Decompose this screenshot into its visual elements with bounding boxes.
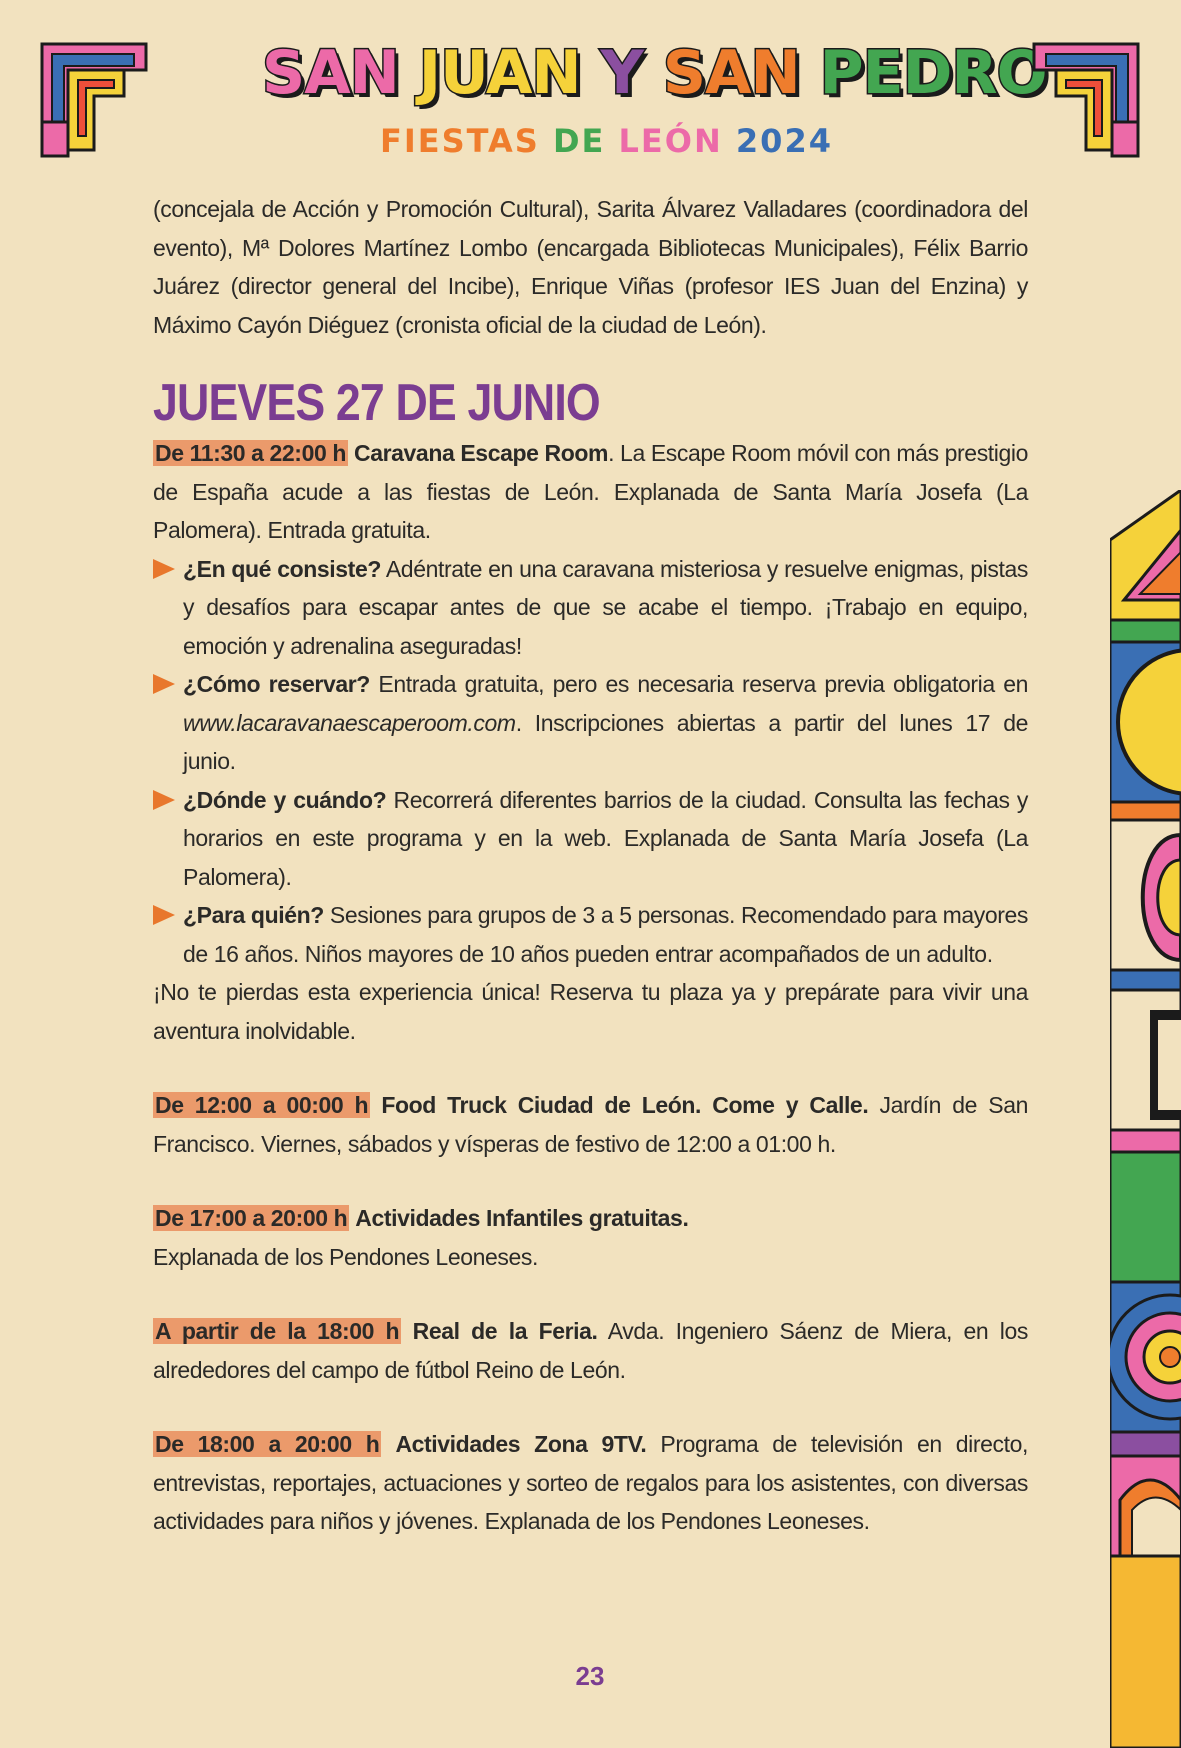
- event-name: Caravana Escape Room: [354, 440, 609, 466]
- event-closing: ¡No te pierdas esta experiencia única! Reserva tu plaza ya y prepárate para vivir una aventura inolvidable.: [153, 979, 1028, 1044]
- subtitle-part-4: 2024: [735, 122, 833, 160]
- event-time: De 18:00 a 20:00 h: [155, 1431, 380, 1457]
- event-name: Food Truck Ciudad de León. Come y Calle.: [381, 1092, 869, 1118]
- bullet-question: ¿Dónde y cuándo?: [183, 786, 387, 813]
- festival-subtitle: [380, 122, 833, 160]
- festival-title: [262, 36, 1047, 110]
- bullet-text: Entrada gratuita, pero es necesaria reserva previa obligatoria en: [369, 671, 1029, 697]
- event-escape-room: [153, 434, 1028, 1050]
- bullet-text: Adéntrate en una caravana misteriosa y resuelve enigmas, pistas y desafíos para escapar antes de que se acabe el tiempo. ¡Trabajo en equipo, emoción y adrenalina aseguradas!: [183, 555, 1028, 659]
- arrow-right-icon: [153, 674, 175, 694]
- title-word-4: SAN: [662, 38, 800, 108]
- title-word-3: Y: [600, 38, 643, 108]
- event-paragraph: [153, 1312, 1028, 1389]
- list-item: [153, 550, 1028, 666]
- event-paragraph: [153, 434, 1028, 550]
- list-item: [153, 896, 1028, 973]
- arrow-right-icon: [153, 905, 175, 925]
- event-time: De 12:00 a 00:00 h: [155, 1092, 369, 1118]
- arrow-right-icon: [153, 790, 175, 810]
- bullet-text: Sesiones para grupos de 3 a 5 personas. Recomendado para mayores de 16 años. Niños mayores de 10 años pueden entrar acompañados de un adulto.: [183, 902, 1028, 967]
- event-name: Actividades Zona 9TV.: [395, 1431, 647, 1457]
- bullet-question: ¿Cómo reservar?: [183, 671, 370, 697]
- event-paragraph: [153, 1086, 1028, 1163]
- list-item: [153, 665, 1028, 781]
- event-time: De 11:30 a 22:00 h: [155, 440, 346, 466]
- event-real-feria: [153, 1312, 1028, 1389]
- corner-ornament-right: [1030, 40, 1142, 160]
- subtitle-part-2: DE: [552, 122, 606, 160]
- content: [153, 190, 1028, 1577]
- day-title: JUEVES 27 DE JUNIO: [153, 374, 600, 432]
- decorative-border: [1110, 490, 1181, 1748]
- event-paragraph: [153, 1425, 1028, 1541]
- subtitle-part-3: LEÓN: [618, 122, 723, 160]
- event-name: Real de la Feria.: [412, 1318, 598, 1344]
- event-time: A partir de la 18:00 h: [155, 1318, 400, 1344]
- bullet-text-after: . Inscripciones abiertas a partir del lunes 17 de junio.: [183, 709, 1028, 774]
- event-zona-9tv: [153, 1425, 1028, 1541]
- event-time: De 17:00 a 20:00 h: [155, 1205, 348, 1231]
- event-description: Jardín de San Francisco. Viernes, sábados y vísperas de festivo de 12:00 a 01:00 h.: [153, 1092, 1028, 1157]
- title-word-5: PEDRO: [819, 38, 1047, 108]
- event-infantiles: [153, 1199, 1028, 1276]
- event-paragraph: [153, 1199, 1028, 1276]
- subtitle-part-1: FIESTAS: [380, 122, 540, 160]
- header: [0, 0, 1181, 175]
- event-bullets: [153, 550, 1028, 974]
- event-food-truck: [153, 1086, 1028, 1163]
- event-description: Avda. Ingeniero Sáenz de Miera, en los alrededores del campo de fútbol Reino de León.: [153, 1318, 1028, 1383]
- bullet-question: ¿Para quién?: [183, 902, 324, 928]
- list-item: [153, 781, 1028, 897]
- arrow-right-icon: [153, 559, 175, 579]
- event-description: . La Escape Room móvil con más prestigio de España acude a las fiestas de León. Explanada de Santa María Josefa (La Palomera). Entrada gratuita.: [153, 440, 1028, 543]
- event-description: Explanada de los Pendones Leoneses.: [153, 1243, 538, 1270]
- bullet-text: Recorrerá diferentes barrios de la ciudad. Consulta las fechas y horarios en este programa y en la web. Explanada de Santa María Josefa (La Palomera).: [183, 786, 1028, 890]
- title-word-2: JUAN: [418, 38, 581, 108]
- website-link[interactable]: www.lacaravanaescaperoom.com: [183, 709, 516, 736]
- bullet-question: ¿En qué consiste?: [183, 555, 381, 582]
- page-number: 23: [575, 1661, 605, 1691]
- event-description: Programa de televisión en directo, entrevistas, reportajes, actuaciones y sorteo de regalos para los asistentes, con diversas actividades para niños y jóvenes. Explanada de los Pendones Leoneses.: [153, 1431, 1028, 1534]
- title-word-1: SAN: [262, 38, 399, 108]
- intro-paragraph: (concejala de Acción y Promoción Cultural), Sarita Álvarez Valladares (coordinadora del evento), Mª Dolores Martínez Lombo (encargada Bibliotecas Municipales), Félix Barrio Juárez (director general del Incibe), Enrique Viñas (profesor IES Juan del Enzina) y Máximo Cayón Diéguez (cronista oficial de la ciudad de León).: [153, 196, 1028, 338]
- corner-ornament-left: [38, 40, 150, 160]
- event-name: Actividades Infantiles gratuitas.: [355, 1205, 689, 1231]
